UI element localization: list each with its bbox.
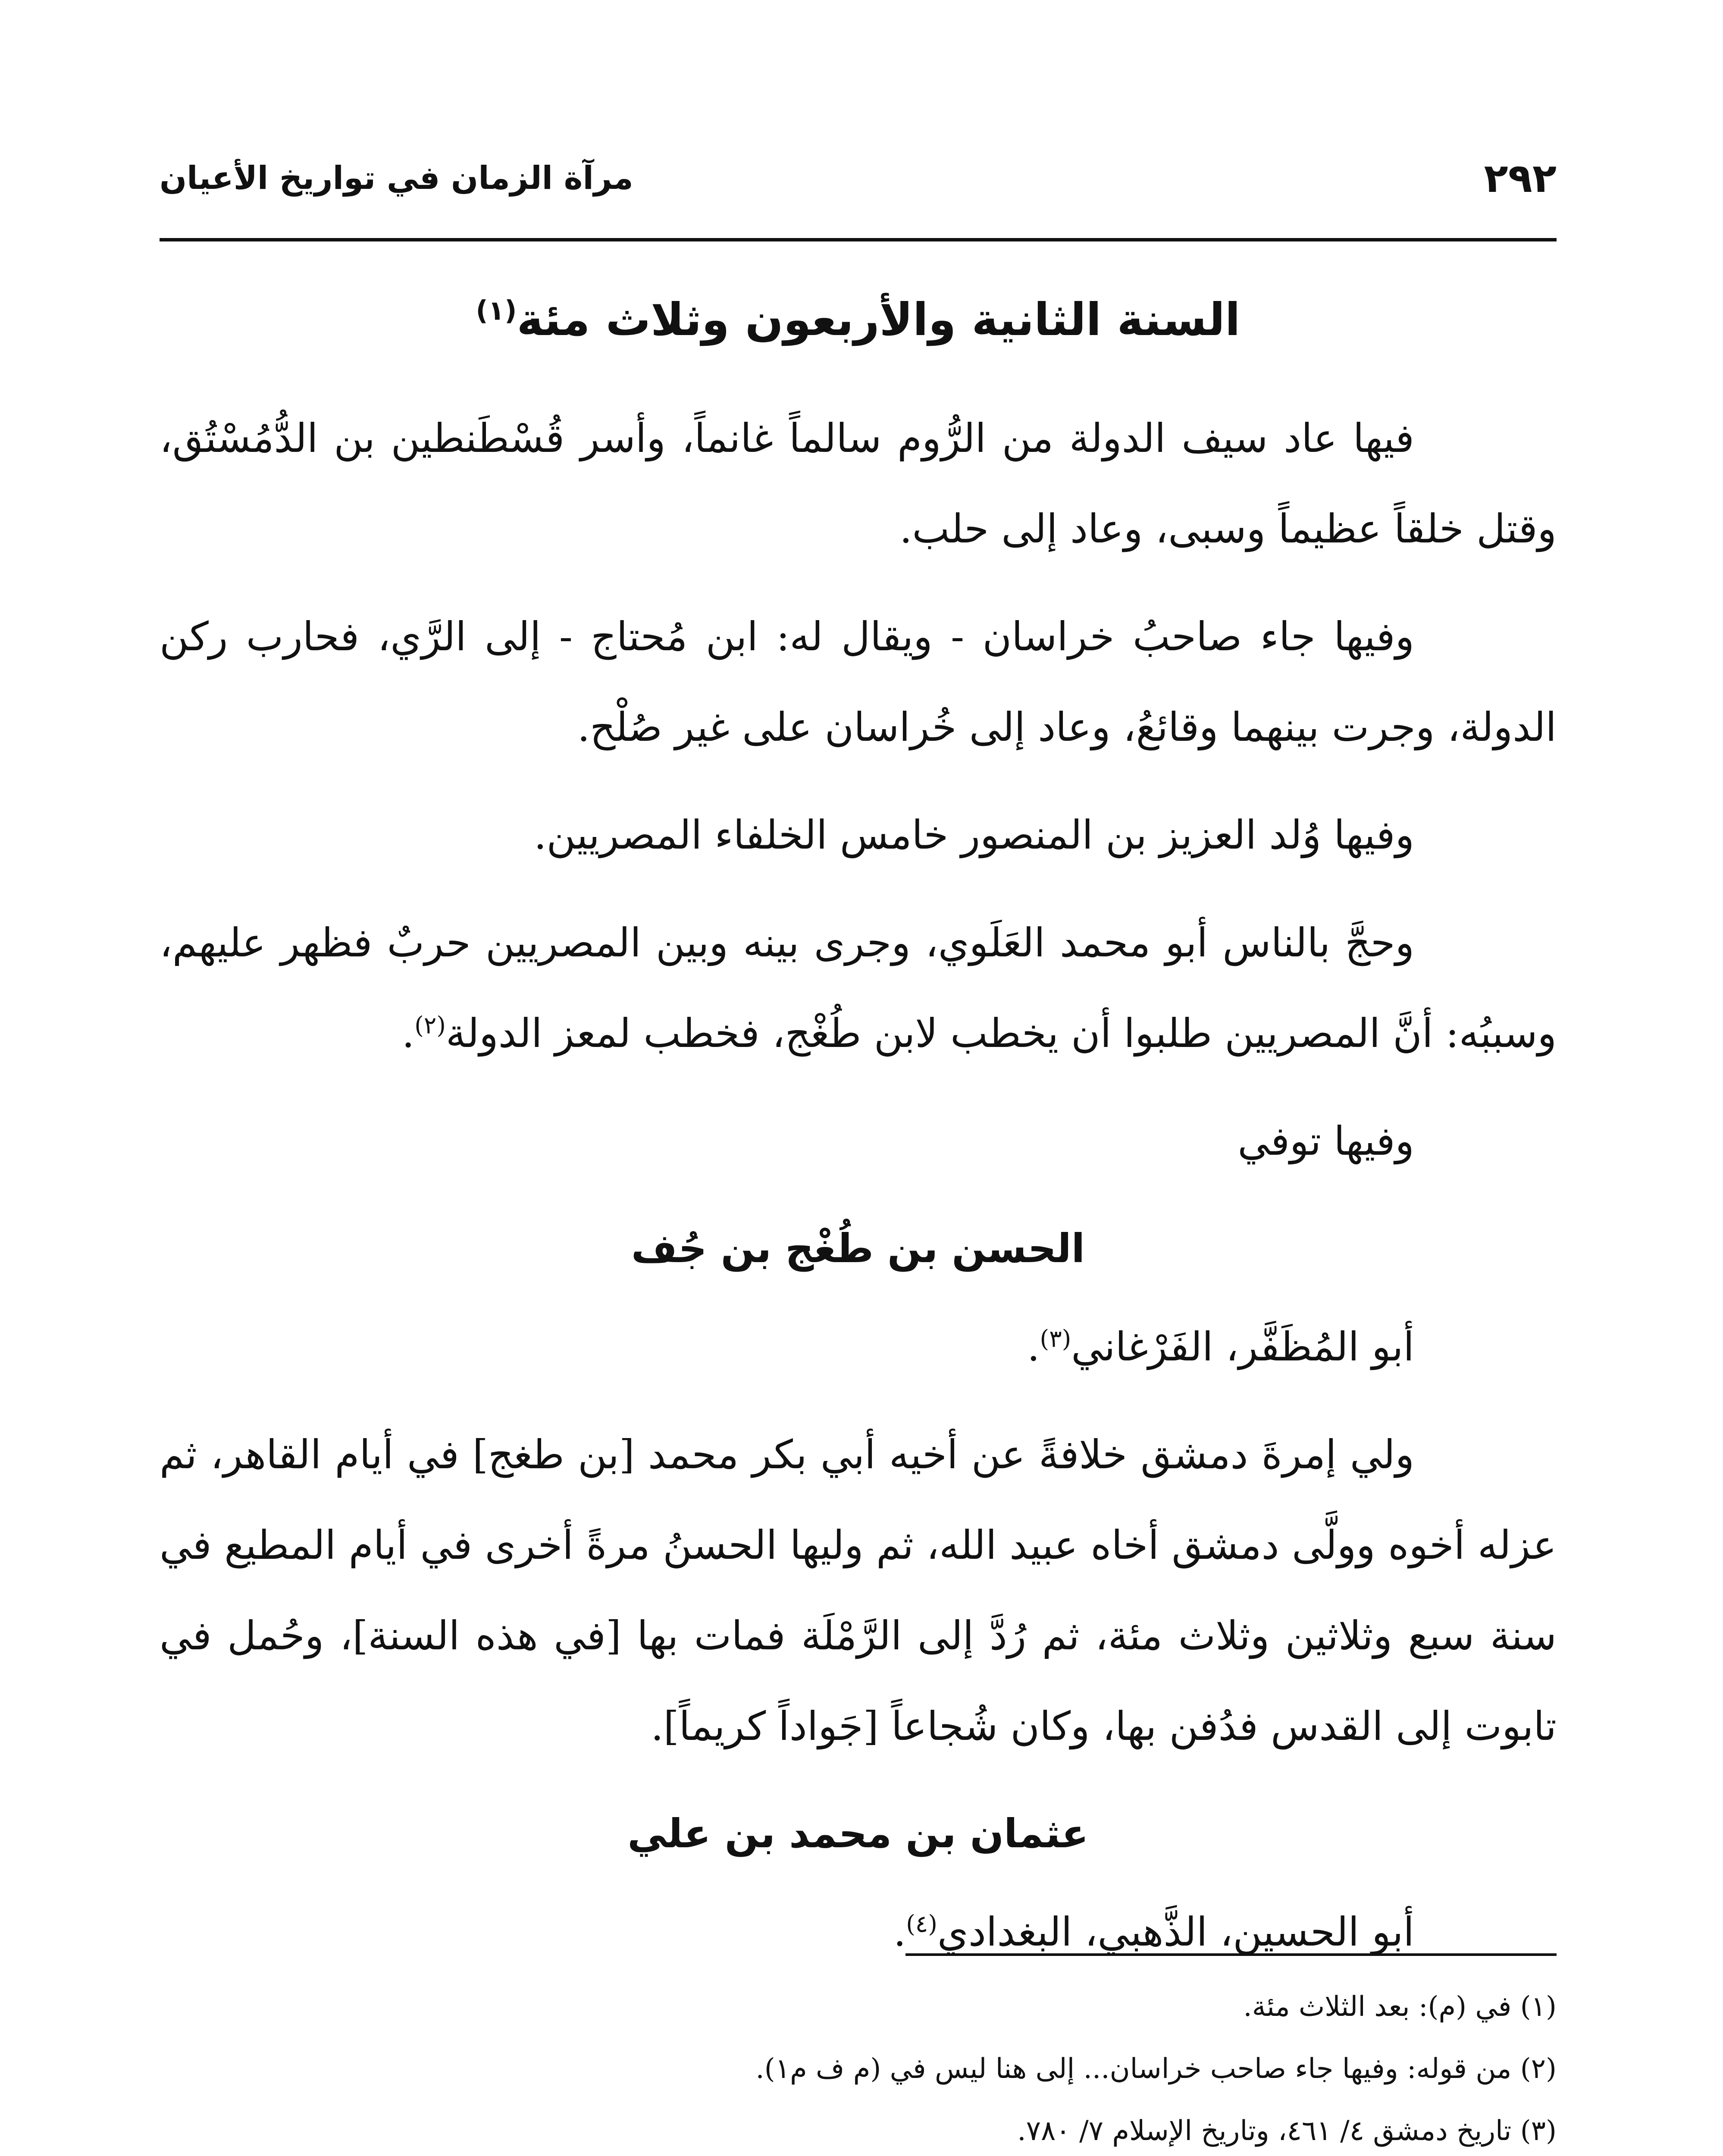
header-rule bbox=[160, 238, 1557, 241]
paragraph-pilgrimage-end: . bbox=[401, 1010, 415, 1056]
footnote-ref-4: (٤) bbox=[906, 1910, 937, 1938]
footnotes bbox=[160, 1979, 1557, 2156]
person-kunya-uthman-end: . bbox=[893, 1909, 906, 1955]
page-number: ٢٩٢ bbox=[1484, 155, 1557, 201]
person-bio-hasan: ولي إمرةَ دمشق خلافةً عن أخيه أبي بكر محمد [بن طغج] في أيام القاهر، ثم عزله أخوه وولَّى دمشق أخاه عبيد الله، ثم وليها الحسنُ مرةً أخرى في أيام المطيع في سنة سبع وثلاثين وثلاث مئة، ثم رُدَّ إلى الرَّمْلَة فمات بها [في هذه السنة]، وحُمل في تابوت إلى القدس فدُفن بها، وكان شُجاعاً [جَواداً كريماً]. bbox=[160, 1432, 1557, 1749]
person-heading-uthman: عثمان بن محمد بن علي bbox=[627, 1811, 1089, 1857]
person-kunya-uthman-text: أبو الحسين، الذَّهبي، البغدادي bbox=[937, 1909, 1414, 1955]
year-heading bbox=[160, 293, 1557, 346]
person-heading-hasan: الحسن بن طُغْج بن جُف bbox=[631, 1225, 1085, 1272]
paragraph-pilgrimage bbox=[160, 898, 1557, 1079]
paragraph-saif-al-dawla: فيها عاد سيف الدولة من الرُّوم سالماً غانماً، وأسر قُسْطَنطين بن الدُّمُسْتُق، وقتل خلقاً عظيماً وسبى، وعاد إلى حلب. bbox=[160, 415, 1557, 552]
paragraph-khurasan: وفيها جاء صاحبُ خراسان - ويقال له: ابن مُحتاج - إلى الرَّي، فحارب ركن الدولة، وجرت بينهما وقائعُ، وعاد إلى خُراسان على غير صُلْح. bbox=[160, 614, 1557, 750]
year-heading-text: السنة الثانية والأربعون وثلاث مئة bbox=[517, 293, 1241, 346]
footnote-ref-3: (٣) bbox=[1040, 1325, 1071, 1353]
footnote-2: (٢) من قوله: وفيها جاء صاحب خراسان... إلى هنا ليس في (م ف م١). bbox=[755, 2053, 1557, 2085]
book-title: مرآة الزمان في تواريخ الأعيان bbox=[160, 160, 633, 197]
person-kunya-uthman bbox=[160, 1887, 1557, 1977]
main-text bbox=[160, 276, 1557, 1995]
paragraph-deaths-intro: وفيها توفي bbox=[1237, 1118, 1414, 1164]
footnote-ref-1: (١) bbox=[476, 295, 517, 326]
person-kunya-hasan-text: أبو المُظَفَّر، الفَرْغاني bbox=[1071, 1324, 1414, 1370]
paragraph-al-aziz-birth: وفيها وُلد العزيز بن المنصور خامس الخلفاء المصريين. bbox=[534, 812, 1414, 858]
paragraph-pilgrimage-text: وحجَّ بالناس أبو محمد العَلَوي، وجرى بينه وبين المصريين حربٌ فظهر عليهم، وسببُه: أنَّ المصريين طلبوا أن يخطب لابن طُغْج، فخطب لمعز الدولة bbox=[160, 920, 1557, 1056]
person-kunya-hasan-end: . bbox=[1027, 1324, 1040, 1370]
footnote-rule bbox=[905, 1953, 1557, 1956]
person-kunya-hasan bbox=[160, 1302, 1557, 1392]
footnote-3: (٣) تاريخ دمشق ٤/ ٤٦١، وتاريخ الإسلام ٧/ ٧٨٠. bbox=[1017, 2115, 1557, 2147]
running-header bbox=[160, 155, 1557, 220]
footnote-1: (١) في (م): بعد الثلاث مئة. bbox=[1243, 1991, 1557, 2023]
footnote-ref-2: (٢) bbox=[414, 1012, 446, 1040]
